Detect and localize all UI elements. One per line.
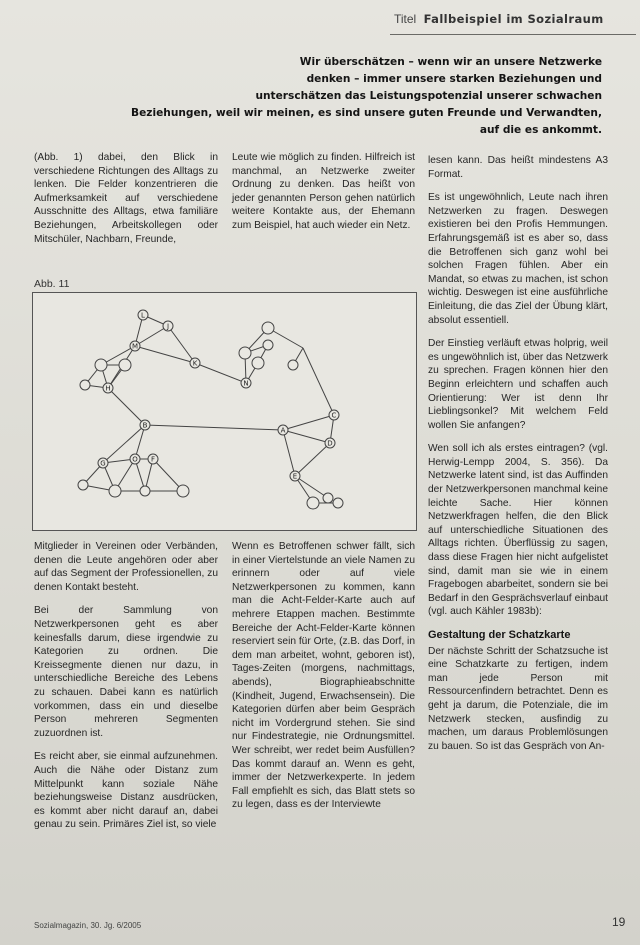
node-label: E (292, 472, 298, 481)
column-2-bottom (232, 540, 415, 822)
page-header (394, 12, 604, 26)
header-rule (390, 34, 636, 35)
column-3 (428, 154, 608, 763)
column-2-top (232, 151, 415, 243)
paragraph: Leute wie möglich zu finden. Hilfreich ist manchmal, an Netzwerke zweiter Ordnung zu denken. Das heißt von jeder genannten Person gehen natürlich weitere Kontakte aus, der Ehemann zum Beispiel, hat auch wieder ein Netz. (232, 152, 415, 231)
paragraph: Es reicht aber, sie einmal aufzunehmen. Auch die Nähe oder Distanz zum Mittelpunkt kann soziale Nähe beziehungsweise Distanz ausdrücken, es kommt aber nicht darauf an, dabei genau zu sein. Primäres Ziel ist, so viele (34, 751, 218, 831)
paragraph: Wen soll ich als erstes eintragen? (vgl. Herwig-Lempp 2004, S. 356). Da Netzwerke latent sind, ist das Auffinden der Netzwerkpersonen manchmal keine leichte Sache. Hier können Netzwerkfragen helfen, die den Blick auf unterschiedliche Situationen des Alltags richten. Überflüssig zu sagen, dass diese Fragen hier nicht aufgelistet sind, damit man sie wie in einem Fragebogen abarbeitet, sondern sie bei Bedarf in den Gesprächsverlauf einbaut (vgl. auch Kähler 1983b): (428, 443, 608, 618)
node-label: D (327, 439, 333, 448)
lead-line: unterschätzen das Leistungspotenzial unserer schwachen (255, 90, 602, 102)
node-label: B (142, 421, 148, 430)
node-label: C (331, 411, 337, 420)
paragraph: Mitglieder in Vereinen oder Verbänden, denen die Leute angehören oder aber auf das Segment der Professionellen, zu denen Kontakt besteht. (34, 541, 218, 593)
network-figure (32, 292, 417, 531)
lead-line: Wir überschätzen – wenn wir an unsere Netzwerke (299, 56, 602, 68)
network-diagram (33, 293, 416, 530)
lead-line: Beziehungen, weil wir meinen, es sind unsere guten Freunde und Verwandten, (131, 107, 602, 119)
paragraph: Bei der Sammlung von Netzwerkpersonen geht es aber keinesfalls darum, diese irgendwie zu Kategorien zu ordnen. Die Kreissegmente dienen nur dazu, in unterschiedliche Bereiche des Lebens zu schauen. Dabei kann es natürlich vorkommen, dass ein und dieselbe Person mehreren Segmenten zuzuordnen ist. (34, 605, 218, 739)
node-label: G (100, 459, 106, 468)
node-label: H (105, 384, 111, 393)
lead-quote (120, 54, 602, 139)
section-heading: Gestaltung der Schatzkarte (428, 629, 571, 641)
paragraph: Der nächste Schritt der Schatzsuche ist eine Schatzkarte zu fertigen, indem man jede Person mit Ressourcenfindern betrachtet. Denn es geht ja darum, die Potenziale, die im Netzwerk stecken, ausfindig zu machen, um daraus Problemlösungen zu bauen. So ist das Gespräch von An- (428, 645, 608, 752)
node-label: L (141, 311, 145, 320)
network-nodes (78, 310, 343, 509)
header-label: Titel (394, 12, 417, 26)
page-number: 19 (612, 915, 626, 929)
figure-label: Abb. 11 (34, 278, 70, 290)
header-title: Fallbeispiel im Sozialraum (423, 12, 604, 26)
lead-line: denken – immer unsere starken Beziehungen und (306, 73, 602, 85)
column-1-top (34, 151, 218, 256)
node-label: F (150, 455, 156, 464)
node-label: K (192, 359, 198, 368)
node-label: O (132, 455, 138, 464)
paragraph: Es ist ungewöhnlich, Leute nach ihren Netzwerken zu fragen. Deswegen existieren bei den Profis Hemmungen. Erfahrungsgemäß ist es aber so, dass die Betroffenen sich ganz wohl bei solchen Fragen fühlen. Aber ein Mandat, so etwas zu machen, ist schon wichtig. Deswegen ist eine ausführliche Einleitung, die das Ziel der Übung klärt, absolut essentiell. (428, 192, 608, 326)
node-label: N (243, 379, 249, 388)
journal-footer: Sozialmagazin, 30. Jg. 6/2005 (34, 921, 142, 930)
lead-line: auf die es ankommt. (479, 124, 602, 136)
paragraph: (Abb. 1) dabei, den Blick in verschiedene Richtungen des Alltags zu lenken. Die Felder konzentrieren die Aufmerksamkeit auf verschiedene Ausschnitte des Alltags, etwa familiäre Beziehungen, Arbeitskollegen oder Mitschüler, Nachbarn, Freunde, (34, 152, 218, 245)
paragraph: lesen kann. Das heißt mindestens A3 Format. (428, 155, 608, 180)
node-label: J (166, 322, 170, 331)
node-label: A (280, 426, 286, 435)
paragraph: Wenn es Betroffenen schwer fällt, sich in einer Viertelstunde an viele Namen zu erinnern oder auf viele Netzwerkpersonen zu kommen, kann man die Acht-Felder-Karte auch auf mehrere Etappen machen. Bestimmte Bereiche der Acht-Felder-Karte können reserviert sein für Orte, (z.B. das Dorf, in dem man arbeitet, wohnt, geboren ist), Tages-Zeiten (morgens, nachmittags, abends), Biographieabschnitte (Kindheit, Jugend, Erwachsensein). Die Kategorien dürfen aber beim Gespräch nicht im Vordergrund stehen. Sie sind nur Findestrategie, nie Ordnungsmittel. Wer schreibt, wer redet beim Ausfüllen? Das kommt darauf an. Wenn es geht, immer der Netzwerkexperte. In jedem Fall empfiehlt es sich, das Blatt stets so zu legen, dass es der Interviewte (232, 541, 415, 811)
node-label: M (131, 342, 139, 351)
paragraph: Der Einstieg verläuft etwas holprig, weil es ungewöhnlich ist, über das Netzwerk zu sprechen. Fragen können hier den Beginn erleichtern und schaffen auch Orientierung: Wer ist denn Ihr Lieblingsonkel? Mit welchem Feld wollen Sie anfangen? (428, 338, 608, 431)
column-1-bottom (34, 540, 218, 842)
